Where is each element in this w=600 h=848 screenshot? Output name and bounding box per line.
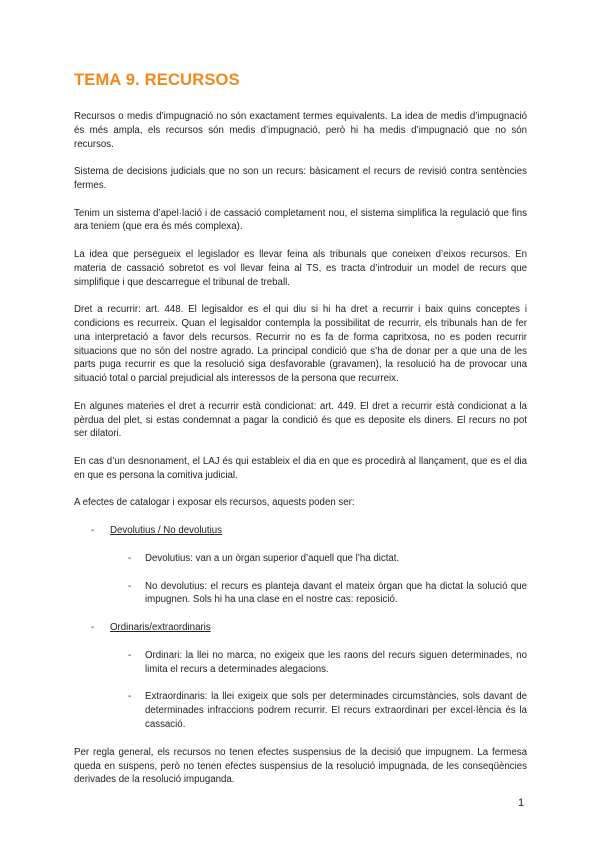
list-item-text: Devolutius: van a un òrgan superior d’aquell que l’ha dictat. [145, 552, 400, 564]
paragraph-definition: Recursos o medis d’impugnació no són exactament termes equivalents. La idea de medis d’impugnació és més ampla, els recursos són medis d’impugnació, però hi ha medis d’impugnació que no són recursos. [74, 111, 527, 150]
bullet-dash: - [128, 552, 132, 564]
bullet-dash: - [91, 524, 95, 536]
list-item [110, 649, 527, 677]
list-item [110, 690, 527, 731]
category-heading: Devolutius / No devolutius [110, 524, 223, 536]
list-item [110, 580, 527, 608]
sublist [110, 649, 527, 732]
paragraph-new-system: Tenim un sistema d’apel·lació i de cassació completament nou, el sistema simplifica la regulació que fins ara teniem (que era és més complexa). [74, 207, 527, 233]
paragraph-conditioned-right: En algunes materies el dret a recurrir està condicionat: art. 449. El dret a recurrir està condicionat a la pèrdua del plet, si estas condemnat a pagar la condició és que es deposite els diners. El recurs no pot ser dilatori. [74, 400, 527, 440]
document-body [74, 110, 527, 801]
list-item [74, 621, 527, 732]
sublist [110, 552, 527, 607]
bullet-dash: - [128, 649, 132, 661]
page-title: TEMA 9. RECURSOS [74, 71, 240, 89]
list-item [110, 552, 527, 566]
list-item [74, 524, 527, 607]
category-heading: Ordinaris/extraordinaris [110, 622, 211, 634]
bullet-dash: - [128, 691, 132, 703]
list-item-text: Ordinari: la llei no marca, no exigeix que les raons del recurs siguen determinades, no limita el recurs a determinades alegacions. [145, 649, 527, 675]
list-item-text: No devolutius: el recurs es planteja davant el mateix òrgan que ha dictat la solució que impugnen. Sols hi ha una clase en el nostre cas: reposició. [145, 580, 527, 606]
classification-list [74, 524, 527, 732]
page-number: 1 [518, 797, 525, 809]
bullet-dash: - [91, 622, 95, 634]
paragraph-eviction: En cas d’un desnonament, el LAJ és qui estableix el dia en que es procedirà al llançament, que es el dia en que es persona la comitiva judicial. [74, 455, 527, 481]
paragraph-classification-intro: A efectes de catalogar i exposar els recursos, aquests poden ser: [74, 497, 355, 509]
bullet-dash: - [128, 580, 132, 592]
paragraph-right-to-appeal: Dret a recurrir: art. 448. El legisaldor es el qui diu si hi ha dret a recurrir i baix quins conceptes i condicions es recurreix. Quan el legisaldor contempla la possibilitat de recurrir, els tribunals han de fer una interpretació a favor dels recursos. Recurrir no es fa de forma capritxosa, no es poden recurrir situacions que no són del nostre agrado. La principal condició que s’ha de donar per a que una de les parts puga recurrir es que la resolució siga desfavorable (gravamen), la resolució ha de provocar una situació total o parcial prejudicial als interessos de la persona que recurreix. [74, 304, 527, 385]
paragraph-closing: Per regla general, els recursos no tenen efectes suspensius de la decisió que impugnem. La fermesa queda en suspens, però no tenen efectes suspensius de la resolució impugnada, de les conseqüències derivades de la resolució impuganda. [74, 746, 527, 786]
list-item-text: Extraordinaris: la llei exigeix que sols per determinades circumstàncies, sols davant de determinades infraccions podrem recurrir. El recurs extraordinari per excel·lència és la cassació. [145, 691, 527, 731]
paragraph-revision: Sistema de decisions judicials que no son un recurs: bàsicament el recurs de revisió contra sentències fermes. [74, 166, 527, 191]
paragraph-legislator-aim: La idea que persegueix el legislador es llevar feina als tribunals que coneixen d’eixos recursos. En materia de cassació sobretot es vol llevar feina al TS, es tracta d’introduir un model de recurs que simplifique i que descarregue el tribunal de treball. [74, 248, 527, 288]
